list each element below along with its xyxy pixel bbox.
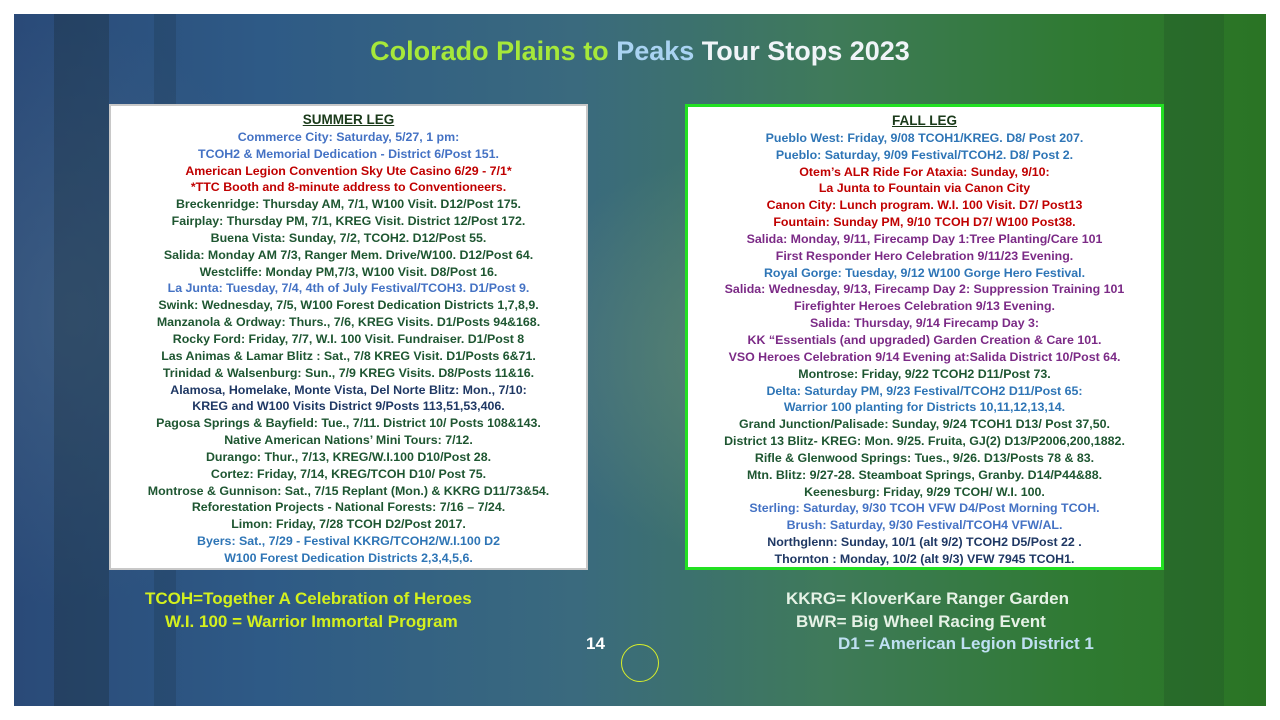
fall-leg-item: Mtn. Blitz: 9/27-28. Steamboat Springs, Granby. D14/P44&88.: [746, 467, 1103, 482]
summer-leg-panel: [109, 104, 588, 570]
fall-leg-item: Firefighter Heroes Celebration 9/13 Evening.: [794, 299, 1055, 314]
title-part-peaks: Peaks: [616, 36, 695, 66]
summer-leg-item: Swink: Wednesday, 7/5, W100 Forest Dedication Districts 1,7,8,9.: [158, 298, 539, 313]
fall-leg-item: Otem’s ALR Ride For Ataxia: Sunday, 9/10:: [799, 164, 1050, 179]
slide: [14, 14, 1266, 706]
legend-wi100: W.I. 100 = Warrior Immortal Program: [165, 612, 458, 631]
page-number: 14: [586, 634, 605, 653]
summer-leg-item: Native American Nations’ Mini Tours: 7/12.: [224, 433, 473, 448]
summer-leg-item: Alamosa, Homelake, Monte Vista, Del Norte Blitz: Mon., 7/10:: [170, 382, 527, 397]
fall-leg-item: First Responder Hero Celebration 9/11/23 Evening.: [775, 248, 1074, 263]
fall-leg-item: Warrior 100 planting for Districts 10,11,12,13,14.: [783, 400, 1066, 415]
fall-leg-item: Salida: Thursday, 9/14 Firecamp Day 3:: [809, 316, 1040, 331]
summer-leg-item: Reforestation Projects - National Forests: 7/16 – 7/24.: [191, 500, 506, 515]
fall-leg-item: Pueblo West: Friday, 9/08 TCOH1/KREG. D8/ Post 207.: [765, 130, 1084, 145]
summer-leg-item: Pagosa Springs & Bayfield: Tue., 7/11. District 10/ Posts 108&143.: [156, 416, 541, 431]
summer-leg-item: Las Animas & Lamar Blitz : Sat., 7/8 KREG Visit. D1/Posts 6&71.: [161, 348, 536, 363]
summer-leg-item: Commerce City: Saturday, 5/27, 1 pm:: [237, 129, 460, 144]
summer-leg-heading: SUMMER LEG: [302, 112, 395, 127]
summer-leg-item: Limon: Friday, 7/28 TCOH D2/Post 2017.: [231, 517, 466, 532]
fall-leg-item: Sterling: Saturday, 9/30 TCOH VFW D4/Post Morning TCOH.: [749, 501, 1100, 516]
legend-d1: D1 = American Legion District 1: [838, 634, 1094, 653]
summer-leg-item: Manzanola & Ordway: Thurs., 7/6, KREG Visits. D1/Posts 94&168.: [156, 315, 541, 330]
legend-bwr: BWR= Big Wheel Racing Event: [796, 612, 1046, 631]
circle-shape: [621, 644, 659, 682]
fall-leg-item: Pueblo: Saturday, 9/09 Festival/TCOH2. D8/ Post 2.: [775, 147, 1074, 162]
summer-leg-item: Fairplay: Thursday PM, 7/1, KREG Visit. District 12/Post 172.: [171, 214, 526, 229]
fall-leg-item: Rifle & Glenwood Springs: Tues., 9/26. D13/Posts 78 & 83.: [754, 450, 1095, 465]
fall-leg-item: Fountain: Sunday PM, 9/10 TCOH D7/ W100 Post38.: [773, 215, 1076, 230]
tree-trunk-shape: [1164, 14, 1224, 706]
summer-leg-item: Buena Vista: Sunday, 7/2, TCOH2. D12/Post 55.: [210, 230, 487, 245]
summer-leg-item: Trinidad & Walsenburg: Sun., 7/9 KREG Visits. D8/Posts 11&16.: [162, 365, 535, 380]
summer-leg-item: Salida: Monday AM 7/3, Ranger Mem. Drive/W100. D12/Post 64.: [163, 247, 534, 262]
summer-leg-list: [111, 129, 586, 567]
fall-leg-item: Northglenn: Sunday, 10/1 (alt 9/2) TCOH2 D5/Post 22 .: [767, 535, 1082, 550]
fall-leg-list: [688, 130, 1161, 568]
summer-leg-item: Breckenridge: Thursday AM, 7/1, W100 Visit. D12/Post 175.: [175, 197, 521, 212]
summer-leg-item: TCOH2 & Memorial Dedication - District 6/Post 151.: [198, 146, 499, 161]
fall-leg-panel: [685, 104, 1164, 570]
summer-leg-item: Cortez: Friday, 7/14, KREG/TCOH D10/ Post 75.: [210, 466, 487, 481]
summer-leg-item: Rocky Ford: Friday, 7/7, W.I. 100 Visit. Fundraiser. D1/Post 8: [172, 331, 525, 346]
fall-leg-item: KK “Essentials (and upgraded) Garden Creation & Care 101.: [747, 332, 1102, 347]
fall-leg-item: Thornton : Monday, 10/2 (alt 9/3) VFW 7945 TCOH1.: [774, 551, 1075, 566]
title-part-plains: Colorado Plains to: [370, 36, 617, 66]
fall-leg-item: Salida: Wednesday, 9/13, Firecamp Day 2: Suppression Training 101: [724, 282, 1125, 297]
tree-trunk-shape: [54, 14, 109, 706]
summer-leg-item: *TTC Booth and 8-minute address to Conventioneers.: [190, 180, 507, 195]
summer-leg-item: Byers: Sat., 7/29 - Festival KKRG/TCOH2/W.I.100 D2: [197, 534, 500, 549]
legend-kkrg: KKRG= KloverKare Ranger Garden: [786, 589, 1069, 608]
fall-leg-item: Montrose: Friday, 9/22 TCOH2 D11/Post 73.: [798, 366, 1051, 381]
fall-leg-item: Brush: Saturday, 9/30 Festival/TCOH4 VFW/AL.: [786, 518, 1063, 533]
summer-leg-item: American Legion Convention Sky Ute Casino 6/29 - 7/1*: [185, 163, 512, 178]
title-part-tour: Tour Stops 2023: [694, 36, 910, 66]
fall-leg-item: Grand Junction/Palisade: Sunday, 9/24 TCOH1 D13/ Post 37,50.: [739, 417, 1110, 432]
summer-leg-item: KREG and W100 Visits District 9/Posts 113,51,53,406.: [192, 399, 505, 414]
fall-leg-heading: FALL LEG: [891, 113, 957, 128]
fall-leg-item: La Junta to Fountain via Canon City: [818, 181, 1031, 196]
fall-leg-item: Royal Gorge: Tuesday, 9/12 W100 Gorge Hero Festival.: [763, 265, 1086, 280]
slide-title: [14, 36, 1266, 67]
summer-leg-item: Montrose & Gunnison: Sat., 7/15 Replant (Mon.) & KKRG D11/73&54.: [147, 483, 550, 498]
fall-leg-item: Canon City: Lunch program. W.I. 100 Visit. D7/ Post13: [766, 198, 1083, 213]
summer-leg-item: W100 Forest Dedication Districts 2,3,4,5,6.: [224, 550, 473, 565]
fall-leg-item: VSO Heroes Celebration 9/14 Evening at:Salida District 10/Post 64.: [728, 349, 1121, 364]
fall-leg-item: Delta: Saturday PM, 9/23 Festival/TCOH2 D11/Post 65:: [766, 383, 1083, 398]
fall-leg-item: Keenesburg: Friday, 9/29 TCOH/ W.I. 100.: [804, 484, 1045, 499]
summer-leg-item: Durango: Thur., 7/13, KREG/W.I.100 D10/Post 28.: [205, 449, 492, 464]
summer-leg-item: Westcliffe: Monday PM,7/3, W100 Visit. D8/Post 16.: [199, 264, 498, 279]
fall-leg-item: District 13 Blitz- KREG: Mon. 9/25. Fruita, GJ(2) D13/P2006,200,1882.: [724, 434, 1125, 449]
summer-leg-item: La Junta: Tuesday, 7/4, 4th of July Festival/TCOH3. D1/Post 9.: [167, 281, 530, 296]
fall-leg-item: Salida: Monday, 9/11, Firecamp Day 1:Tree Planting/Care 101: [746, 231, 1103, 246]
legend-tcoh: TCOH=Together A Celebration of Heroes: [145, 589, 472, 608]
